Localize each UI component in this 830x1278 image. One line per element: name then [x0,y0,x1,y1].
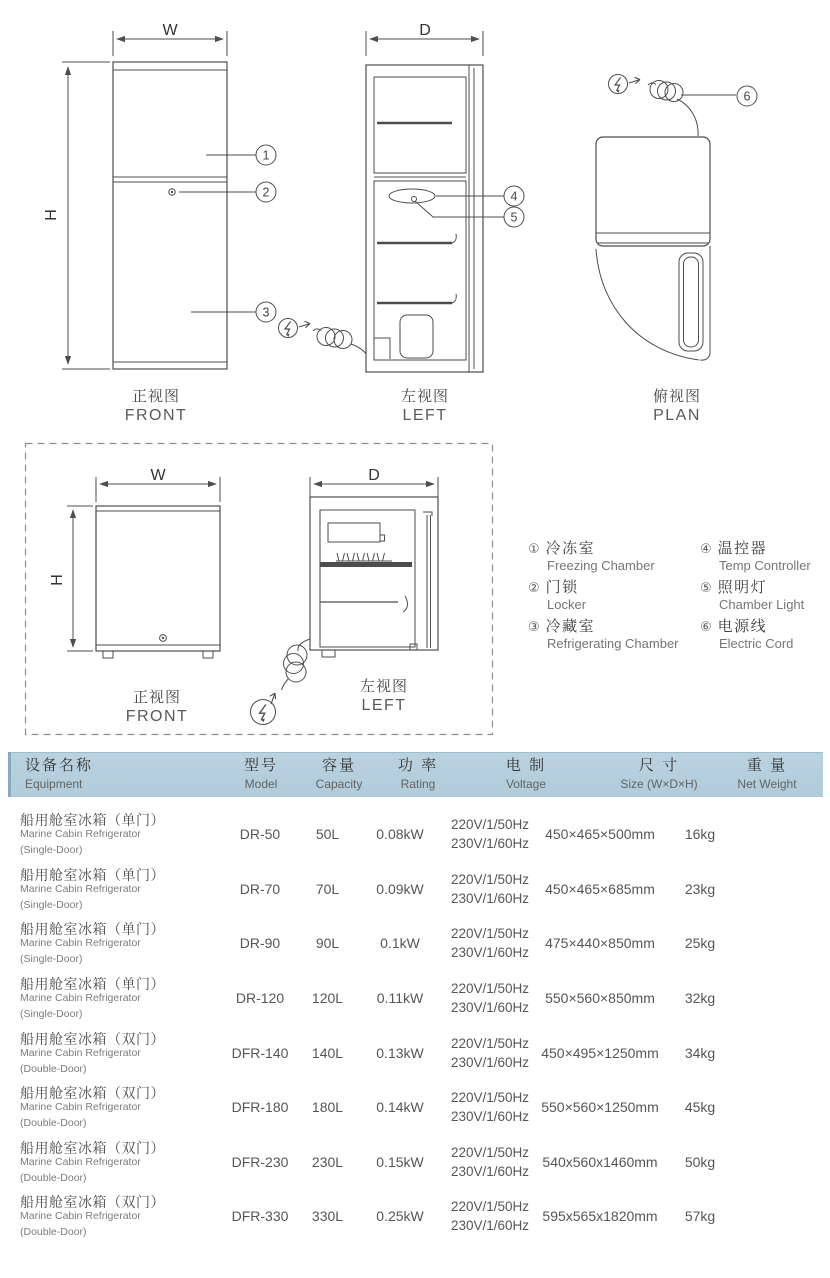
size-cell: 540x560x1460mm [542,1153,658,1170]
header-model-zh: 型号 [243,757,278,774]
voltage-cell [440,870,540,908]
equipment-en: Marine Cabin Refrigerator [20,1210,141,1223]
spec-table-header [8,752,823,797]
equipment-zh: 船用舱室冰箱（单门） [20,976,165,993]
equipment-sub: (Single-Door) [20,844,83,857]
left-view-bottom [310,467,438,657]
equipment-en: Marine Cabin Refrigerator [20,992,141,1005]
left-top-label-zh: 左视图 [400,388,450,405]
voltage-cell [440,1197,540,1235]
dim-h-top: H [43,209,60,221]
left-top-label-en: LEFT [402,407,448,424]
header-rating-en: Rating [400,777,436,791]
equipment-cell [20,812,225,856]
table-row [0,807,830,862]
callout-4-num: 4 [510,189,518,204]
model-cell: DR-50 [239,826,281,843]
header-voltage-zh: 电 制 [505,757,547,774]
callout-3 [191,302,276,322]
callout-3-num: 3 [262,305,270,320]
equipment-en: Marine Cabin Refrigerator [20,1155,141,1168]
voltage-cell [440,815,540,853]
size-cell: 450×495×1250mm [541,1044,659,1061]
legend-zh-6: 电源线 [717,618,768,635]
table-row [0,1135,830,1190]
table-row [0,971,830,1026]
weight-cell: 57kg [684,1208,716,1225]
voltage-line-2: 230V/1/60Hz [450,1163,530,1179]
capacity-cell: 230L [311,1153,344,1170]
capacity-cell: 140L [311,1044,344,1061]
legend-en-2: Locker [547,597,587,612]
equipment-sub: (Double-Door) [20,1226,87,1239]
voltage-line-1: 220V/1/50Hz [450,1035,530,1051]
rating-cell: 0.13kW [376,1044,424,1061]
header-size [589,756,729,792]
capacity-cell: 90L [315,935,340,952]
chamber-light-shape [412,197,417,202]
rating-cell: 0.08kW [376,826,424,843]
front-top-label-zh: 正视图 [131,388,181,405]
weight-cell: 16kg [684,826,716,843]
model-cell: DFR-180 [231,1099,289,1116]
capacity-cell: 120L [311,990,344,1007]
electric-cord-shape [677,99,698,136]
table-row [0,916,830,971]
equipment-zh: 船用舱室冰箱（双门） [20,1030,165,1047]
equipment-cell [20,976,225,1020]
voltage-line-2: 230V/1/60Hz [450,1000,530,1016]
equipment-cell [20,1140,225,1184]
capacity-cell: 70L [315,880,340,897]
header-capacity-en: Capacity [315,777,363,791]
equipment-en: Marine Cabin Refrigerator [20,828,141,841]
equipment-cell [20,867,225,911]
plan-view-top [596,75,710,361]
equipment-cell [20,1085,225,1129]
equipment-en: Marine Cabin Refrigerator [20,1101,141,1114]
equipment-sub: (Single-Door) [20,898,83,911]
dim-w-top: W [162,22,178,39]
header-voltage-en: Voltage [505,777,547,791]
header-model-en: Model [244,777,278,791]
legend-zh-2: 门锁 [545,579,579,596]
callout-6-num: 6 [743,89,751,104]
legend-item-electric-cord [700,618,830,651]
legend-item-freezing-chamber [528,540,700,573]
callout-6 [681,86,757,106]
table-row [0,1025,830,1080]
legend-en-4: Temp Controller [719,558,811,573]
rating-cell: 0.09kW [376,880,424,897]
legend-en-5: Chamber Light [719,597,805,612]
equipment-en: Marine Cabin Refrigerator [20,882,141,895]
voltage-line-1: 220V/1/50Hz [450,1090,530,1106]
equipment-zh: 船用舱室冰箱（单门） [20,812,165,829]
equipment-zh: 船用舱室冰箱（单门） [20,921,165,938]
rating-cell: 0.15kW [376,1153,424,1170]
callout-2-num: 2 [262,185,270,200]
voltage-line-2: 230V/1/60Hz [450,1054,530,1070]
capacity-cell: 50L [315,826,340,843]
header-size-zh: 尺 寸 [638,757,680,774]
dim-d-bottom: D [368,467,380,484]
header-model [221,756,301,792]
header-equipment-en: Equipment [25,777,83,791]
header-capacity [299,756,379,792]
legend-num-5: ⑤ [700,580,712,595]
callout-1-num: 1 [262,148,270,163]
legend-num-4: ④ [700,541,712,556]
rating-cell: 0.1kW [380,935,420,952]
dim-d-top: D [419,22,431,39]
size-cell: 450×465×685mm [545,880,655,897]
plan-top-label-zh: 俯视图 [652,388,702,405]
front-top-label-en: FRONT [124,407,188,424]
weight-cell: 25kg [684,935,716,952]
header-capacity-zh: 容量 [321,757,356,774]
parts-legend [528,540,830,657]
header-voltage [476,756,576,792]
voltage-line-1: 220V/1/50Hz [450,926,530,942]
voltage-line-1: 220V/1/50Hz [450,981,530,997]
legend-item-locker [528,579,700,612]
legend-zh-1: 冷冻室 [545,540,596,557]
table-row [0,1189,830,1244]
voltage-line-1: 220V/1/50Hz [450,1144,530,1160]
weight-cell: 23kg [684,880,716,897]
equipment-cell [20,921,225,965]
equipment-zh: 船用舱室冰箱（双门） [20,1194,165,1211]
front-bottom-label-zh: 正视图 [132,689,182,706]
model-cell: DR-120 [235,990,285,1007]
voltage-line-2: 230V/1/60Hz [450,890,530,906]
power-plug-icon-top [279,319,367,355]
left-view-top [366,22,483,372]
compressor-shape [400,315,433,358]
callout-1 [206,145,276,165]
model-cell: DFR-330 [231,1208,289,1225]
model-cell: DFR-230 [231,1153,289,1170]
voltage-cell [440,924,540,962]
equipment-sub: (Single-Door) [20,1008,83,1021]
capacity-cell: 180L [311,1099,344,1116]
header-rating [378,756,458,792]
voltage-line-1: 220V/1/50Hz [450,871,530,887]
header-size-en: Size (W×D×H) [620,777,698,791]
legend-zh-4: 温控器 [717,540,768,557]
legend-num-3: ③ [528,619,540,634]
front-bottom-label-en: FRONT [125,708,189,725]
voltage-line-1: 220V/1/50Hz [450,817,530,833]
voltage-line-2: 230V/1/60Hz [450,836,530,852]
weight-cell: 34kg [684,1044,716,1061]
header-weight-zh: 重 量 [746,757,788,774]
header-equipment [25,756,93,792]
evaporator-shape [328,523,380,542]
voltage-cell [440,1088,540,1126]
capacity-cell: 330L [311,1208,344,1225]
equipment-en: Marine Cabin Refrigerator [20,937,141,950]
front-view-bottom [49,467,220,658]
front-view-top [43,22,227,369]
voltage-cell [440,1143,540,1181]
legend-zh-5: 照明灯 [717,579,768,596]
dim-h-bottom: H [49,574,66,586]
legend-en-1: Freezing Chamber [547,558,655,573]
weight-cell: 32kg [684,990,716,1007]
plan-top-label-en: PLAN [653,407,701,424]
callout-4 [436,186,524,206]
header-rating-zh: 功 率 [397,757,439,774]
equipment-cell [20,1194,225,1238]
spec-table-body [0,807,830,1244]
legend-item-chamber-light [700,579,830,612]
size-cell: 450×465×500mm [545,826,655,843]
rating-cell: 0.14kW [376,1099,424,1116]
callout-5-num: 5 [510,210,518,225]
rating-cell: 0.25kW [376,1208,424,1225]
left-bottom-label-zh: 左视图 [359,678,409,695]
voltage-line-2: 230V/1/60Hz [450,1218,530,1234]
dim-w-bottom: W [150,467,166,484]
weight-cell: 50kg [684,1153,716,1170]
left-bottom-label-en: LEFT [361,697,407,714]
model-cell: DR-70 [239,880,281,897]
legend-column-1 [528,540,700,657]
equipment-zh: 船用舱室冰箱（双门） [20,1085,165,1102]
voltage-line-2: 230V/1/60Hz [450,1109,530,1125]
header-weight [717,756,817,792]
legend-num-2: ② [528,580,540,595]
voltage-line-2: 230V/1/60Hz [450,945,530,961]
equipment-sub: (Double-Door) [20,1117,87,1130]
power-plug-icon-bottom [251,639,311,725]
model-cell: DR-90 [239,935,281,952]
equipment-zh: 船用舱室冰箱（单门） [20,866,165,883]
legend-zh-3: 冷藏室 [545,618,596,635]
table-row [0,1080,830,1135]
table-row [0,862,830,917]
voltage-cell [440,979,540,1017]
legend-en-6: Electric Cord [719,636,794,651]
equipment-cell [20,1031,225,1075]
legend-item-refrigerating-chamber [528,618,700,651]
equipment-sub: (Single-Door) [20,953,83,966]
equipment-sub: (Double-Door) [20,1171,87,1184]
voltage-cell [440,1034,540,1072]
legend-num-1: ① [528,541,540,556]
equipment-en: Marine Cabin Refrigerator [20,1046,141,1059]
weight-cell: 45kg [684,1099,716,1116]
equipment-sub: (Double-Door) [20,1062,87,1075]
legend-num-6: ⑥ [700,619,712,634]
size-cell: 550×560×1250mm [541,1099,659,1116]
rating-cell: 0.11kW [376,990,424,1007]
legend-item-temp-controller [700,540,830,573]
model-cell: DFR-140 [231,1044,289,1061]
legend-column-2 [700,540,830,657]
header-equipment-zh: 设备名称 [25,757,94,774]
legend-en-3: Refrigerating Chamber [547,636,679,651]
size-cell: 550×560×850mm [545,990,655,1007]
size-cell: 475×440×850mm [545,935,655,952]
size-cell: 595x565x1820mm [542,1208,658,1225]
equipment-zh: 船用舱室冰箱（双门） [20,1139,165,1156]
ice-tray-shape [336,553,392,561]
voltage-line-1: 220V/1/50Hz [450,1199,530,1215]
header-weight-en: Net Weight [737,777,797,791]
